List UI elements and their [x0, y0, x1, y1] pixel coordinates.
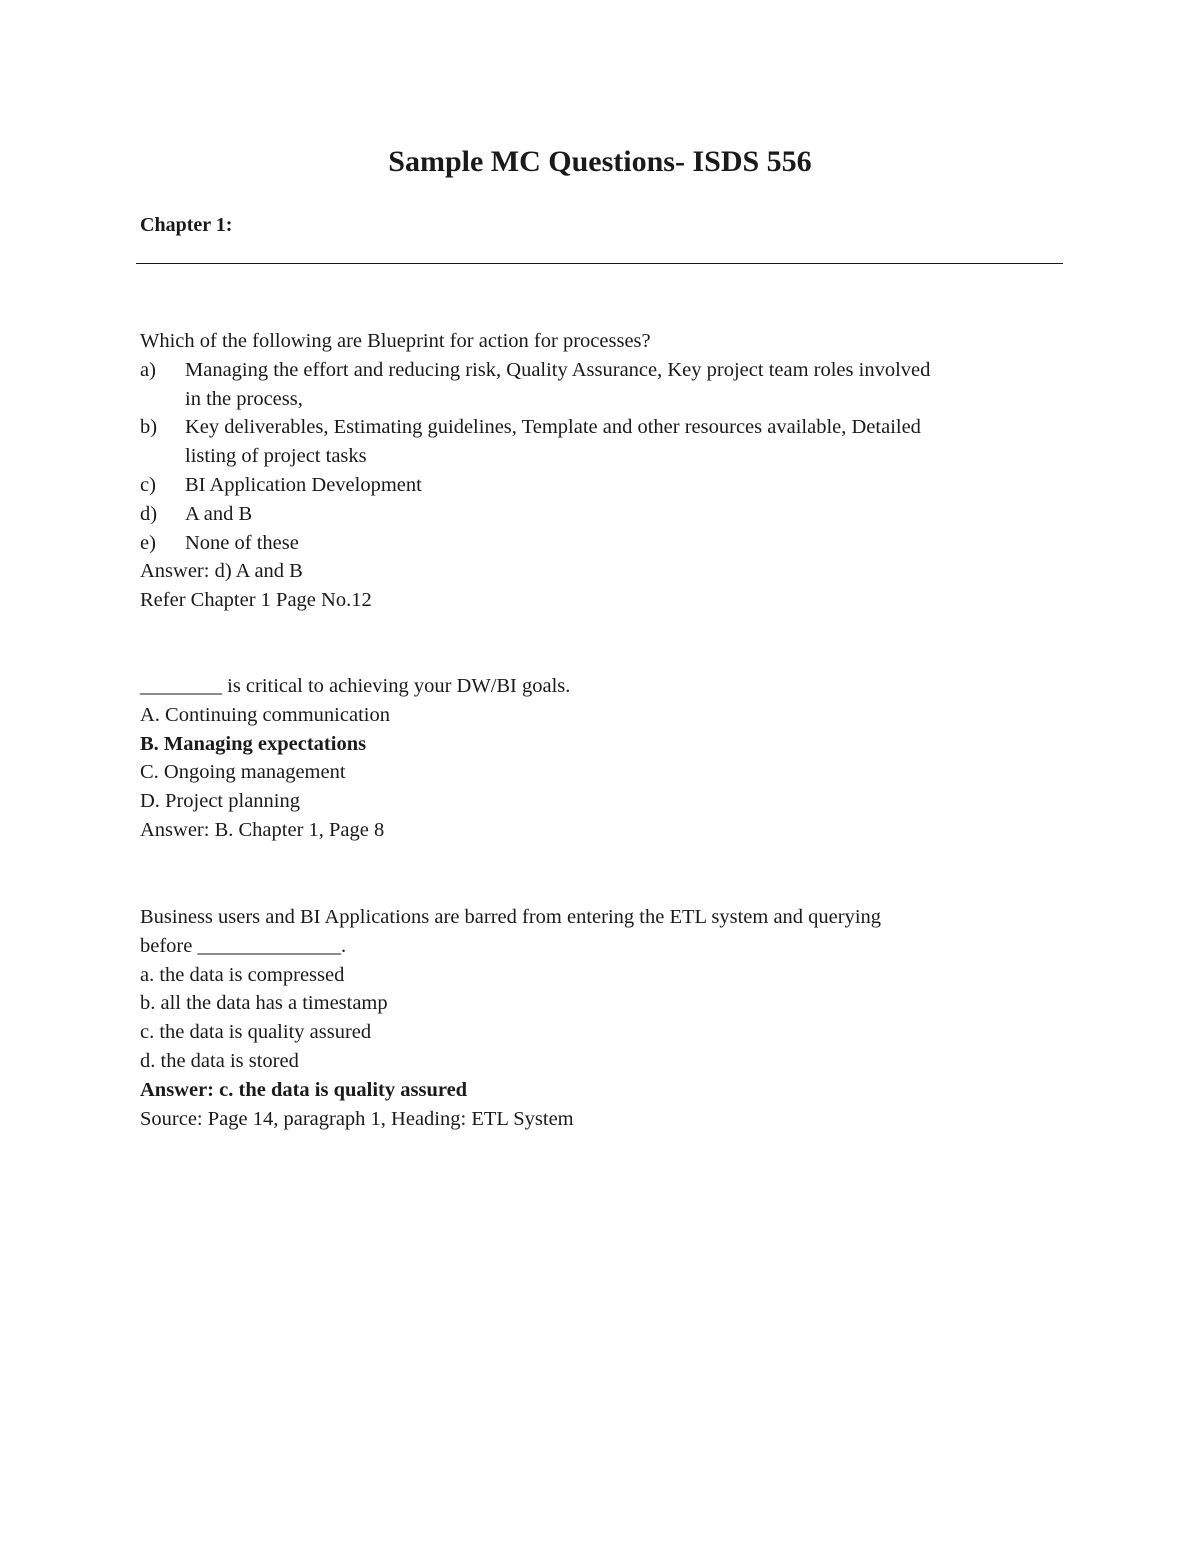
option-b: b. all the data has a timestamp: [140, 992, 388, 1015]
option-text: A and B: [185, 502, 253, 525]
option-d: [140, 500, 1060, 529]
answer-text: Answer: d) A and B: [140, 560, 303, 583]
option-b: [140, 413, 1060, 471]
option-text: Managing the effort and reducing risk, Quality Assurance, Key project team roles involved: [185, 358, 931, 381]
option-d: D. Project planning: [140, 790, 300, 813]
question-2: [140, 672, 1060, 845]
question-text-continued: before ______________.: [140, 934, 347, 957]
question-text: Business users and BI Applications are barred from entering the ETL system and querying: [140, 906, 882, 928]
option-a: A. Continuing communication: [140, 703, 390, 726]
option-d: d. the data is stored: [140, 1049, 299, 1072]
source-text: Source: Page 14, paragraph 1, Heading: ETL System: [140, 1107, 574, 1130]
reference-text: Refer Chapter 1 Page No.12: [140, 589, 372, 612]
option-e: [140, 529, 1060, 558]
option-letter: c): [140, 473, 156, 496]
question-text: Which of the following are Blueprint for action for processes?: [140, 330, 651, 352]
page-title: Sample MC Questions- ISDS 556: [388, 145, 812, 178]
question-3: [140, 903, 1060, 1133]
option-text-continued: in the process,: [185, 387, 303, 410]
answer-text: Answer: B. Chapter 1, Page 8: [140, 818, 385, 841]
option-text-continued: listing of project tasks: [185, 445, 367, 468]
option-c: [140, 471, 1060, 500]
option-c: C. Ongoing management: [140, 761, 346, 784]
option-letter: a): [140, 358, 156, 381]
option-text: BI Application Development: [185, 473, 422, 496]
option-text: None of these: [185, 531, 299, 554]
option-letter: d): [140, 502, 158, 525]
option-c: c. the data is quality assured: [140, 1021, 372, 1044]
option-b-correct: B. Managing expectations: [140, 732, 367, 755]
chapter-heading: Chapter 1:: [140, 214, 233, 236]
option-letter: b): [140, 416, 158, 439]
answer-text: Answer: c. the data is quality assured: [140, 1078, 468, 1101]
option-text: Key deliverables, Estimating guidelines, Template and other resources available, Detailed: [185, 416, 921, 439]
option-a: [140, 356, 1060, 414]
horizontal-divider: [136, 263, 1063, 264]
question-1: [140, 327, 1060, 615]
option-a: a. the data is compressed: [140, 963, 345, 986]
question-text: ________ is critical to achieving your DW/BI goals.: [140, 675, 571, 697]
option-letter: e): [140, 531, 156, 554]
